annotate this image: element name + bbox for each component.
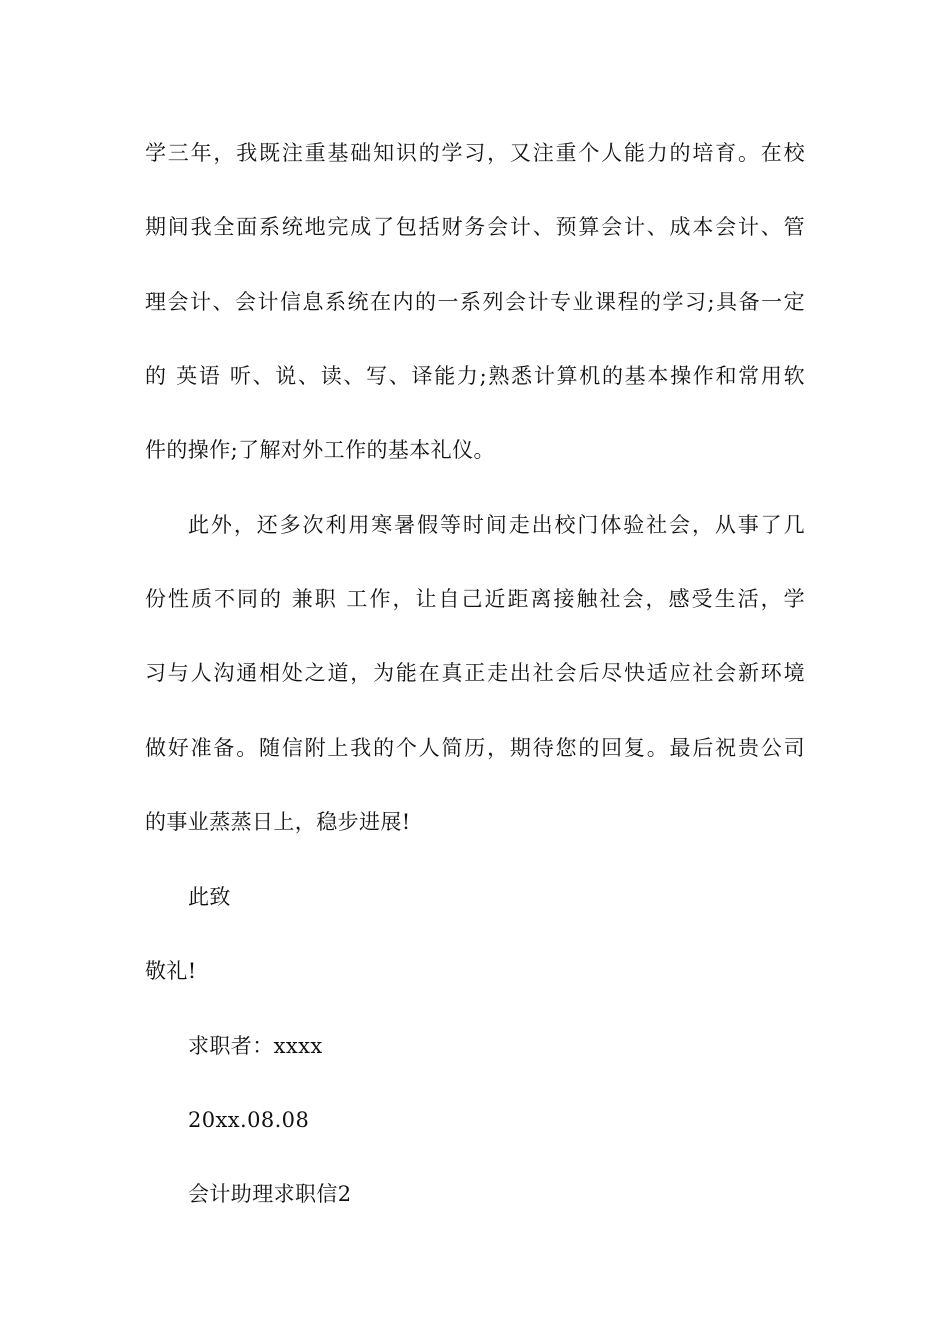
paragraph-1-line-2: 期间我全面系统地完成了包括财务会计、预算会计、成本会计、管 [145, 215, 805, 239]
closing-line: 此致 [188, 885, 231, 909]
paragraph-2-line-3: 习与人沟通相处之道，为能在真正走出社会后尽快适应社会新环境 [145, 661, 805, 685]
date-line: 20xx.08.08 [188, 1108, 310, 1132]
paragraph-2-line-5: 的事业蒸蒸日上，稳步进展! [145, 810, 411, 834]
paragraph-2-line-2: 份性质不同的 兼职 工作，让自己近距离接触社会，感受生活，学 [145, 587, 805, 611]
paragraph-2-line-1: 此外，还多次利用寒暑假等时间走出校门体验社会，从事了几 [188, 513, 805, 537]
paragraph-1-line-4: 的 英语 听、说、读、写、译能力;熟悉计算机的基本操作和常用软 [145, 364, 805, 388]
paragraph-1-line-1: 学三年，我既注重基础知识的学习，又注重个人能力的培育。在校 [145, 141, 805, 165]
paragraph-1-line-3: 理会计、会计信息系统在内的一系列会计专业课程的学习;具备一定 [145, 290, 805, 314]
paragraph-1-line-5: 件的操作;了解对外工作的基本礼仪。 [145, 438, 495, 462]
salutation-line: 敬礼! [145, 959, 197, 983]
paragraph-2-line-4: 做好准备。随信附上我的个人简历，期待您的回复。最后祝贵公司 [145, 736, 805, 760]
next-heading: 会计助理求职信2 [188, 1182, 352, 1206]
signature-line: 求职者：xxxx [188, 1034, 323, 1058]
